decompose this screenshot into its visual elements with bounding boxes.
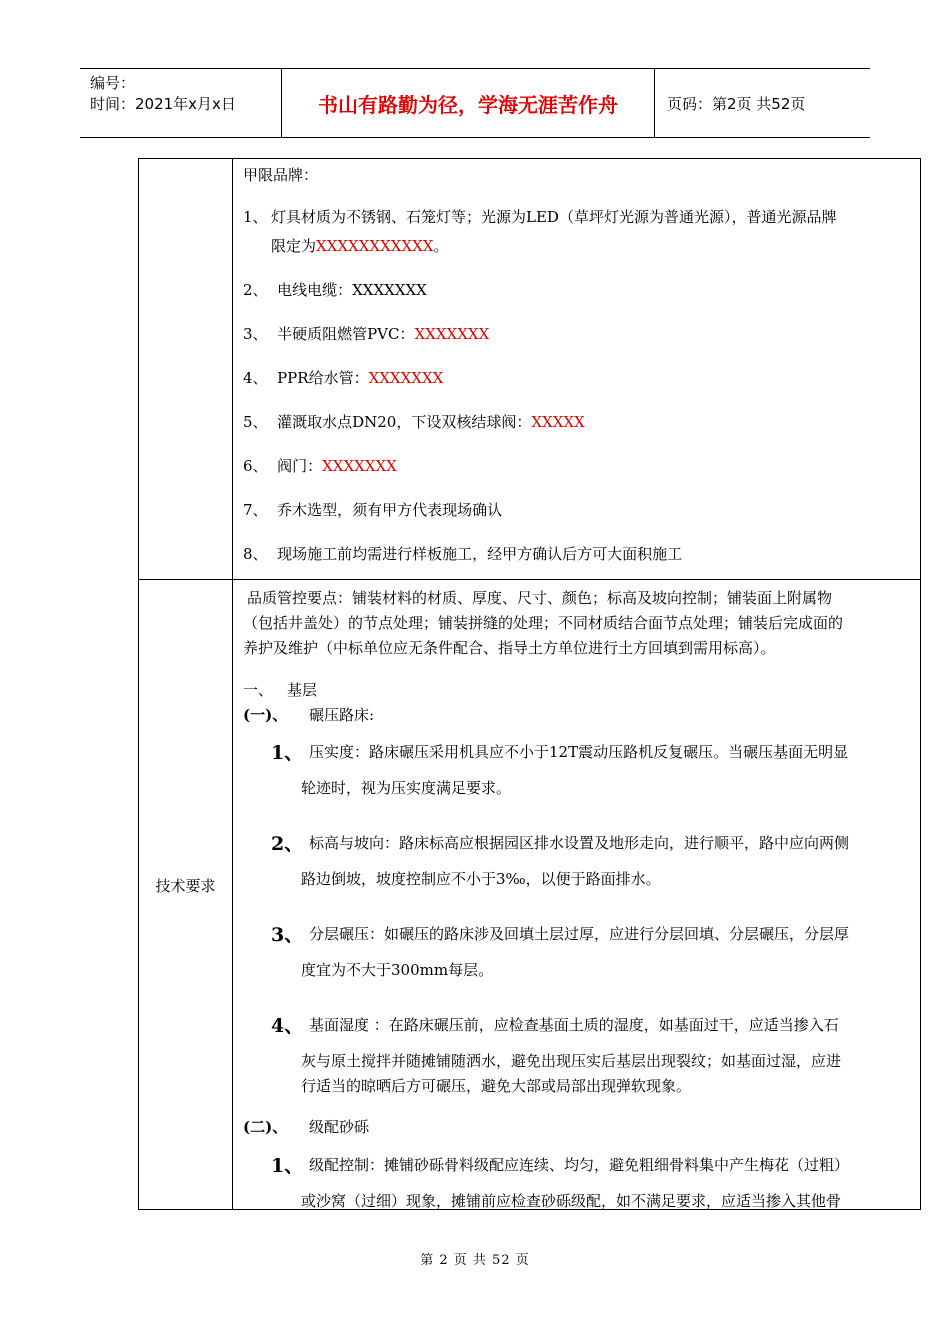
sub1-item-4-line2: 灰与原土搅拌并随摊铺随洒水，避免出现压实后基层出现裂纹；如基面过湿，应进 [301,1052,842,1070]
intro-line-3: 养护及维护（中标单位应无条件配合、指导土方单位进行土方回填到需用标高）。 [243,639,776,657]
sub1-item-1-num: 1、 [271,742,304,764]
tech-label: 技术要求 [155,877,216,895]
number-label: 编号： [90,74,136,92]
heading-1-num: 一、 [243,681,274,699]
sub1-item-1-line1: 压实度：路床碾压采用机具应不小于12T震动压路机反复碾压。当碾压基面无明显 [309,743,849,761]
intro-line-1: 品质管控要点：铺装材料的材质、厚度、尺寸、颜色；标高及坡向控制；铺装面上附属物 [247,589,833,607]
brand-item-4: 4、 PPR给水管：XXXXXXX [243,369,444,387]
brand-item-1: 1、 [243,208,268,226]
brand-item-7: 7、 乔木选型，须有甲方代表现场确认 [243,501,503,519]
row-divider [139,579,920,580]
brand-item-8: 8、 现场施工前均需进行样板施工，经甲方确认后方可大面积施工 [243,545,683,563]
sub1-item-3-line1: 分层碾压：如碾压的路床涉及回填土层过厚，应进行分层回填、分层碾压，分层厚 [309,925,850,943]
date-label: 时间：2021年x月x日 [90,95,236,113]
sub1-item-4-line3: 行适当的晾晒后方可碾压，避免大部或局部出现弹软现象。 [301,1077,692,1095]
sub1-item-3-line2: 度宜为不大于300mm每层。 [301,961,494,979]
sub1-num: (一)、 [243,706,288,724]
brand-item-1-line1: 灯具材质为不锈钢、石笼灯等；光源为LED（草坪灯光源为普通光源），普通光源品牌 [271,208,837,226]
brand-item-2: 2、 电线电缆：XXXXXXX [243,281,427,299]
sub1-item-4-num: 4、 [271,1015,304,1037]
sub2-num: (二)、 [243,1118,288,1136]
header-page-info: 页码：第2页 共52页 [667,94,806,113]
brand-title: 甲限品牌： [243,166,319,184]
sub2-item-1-line2: 或沙窝（过细）现象，摊铺前应检查砂砾级配，如不满足要求，应适当掺入其他骨 [301,1192,842,1210]
sub1-item-4-line1: 基面湿度 ：在路床碾压前，应检查基面土质的湿度，如基面过干，应适当掺入石 [309,1016,839,1034]
sub1-title: 碾压路床: [309,706,375,724]
page-header [80,68,870,138]
heading-1: 基层 [287,681,318,699]
sub1-item-2-line1: 标高与坡向：路床标高应根据园区排水设置及地形走向，进行顺平，路中应向两侧 [309,834,850,852]
column-divider [232,159,233,1209]
header-meta [80,69,280,137]
sub1-item-2-line2: 路边倒坡，坡度控制应不小于3‰，以便于路面排水。 [301,870,661,888]
intro-line-2: （包括井盖处）的节点处理；铺装拼缝的处理；不同材质结合面节点处理；铺装后完成面的 [243,614,844,632]
sub1-item-3-num: 3、 [271,924,304,946]
brand-item-3: 3、 半硬质阻燃管PVC：XXXXXXX [243,325,490,343]
header-motto: 书山有路勤为径，学海无涯苦作舟 [281,69,655,137]
content-table [138,158,921,1210]
page-footer: 第 2 页 共 52 页 [420,1253,530,1268]
sub2-item-1-line1: 级配控制：摊铺砂砾骨料级配应连续、均匀，避免粗细骨料集中产生梅花（过粗） [309,1156,850,1174]
brand-item-1-line2: 限定为XXXXXXXXXXX。 [271,237,449,255]
sub1-item-2-num: 2、 [271,833,304,855]
sub2-title: 级配砂砾 [309,1118,370,1136]
sub2-item-1-num: 1、 [271,1155,304,1177]
sub1-item-1-line2: 轮迹时，视为压实度满足要求。 [301,779,512,797]
brand-item-5: 5、 灌溉取水点DN20，下设双核结球阀：XXXXX [243,413,585,431]
brand-item-6: 6、 阀门：XXXXXXX [243,457,397,475]
